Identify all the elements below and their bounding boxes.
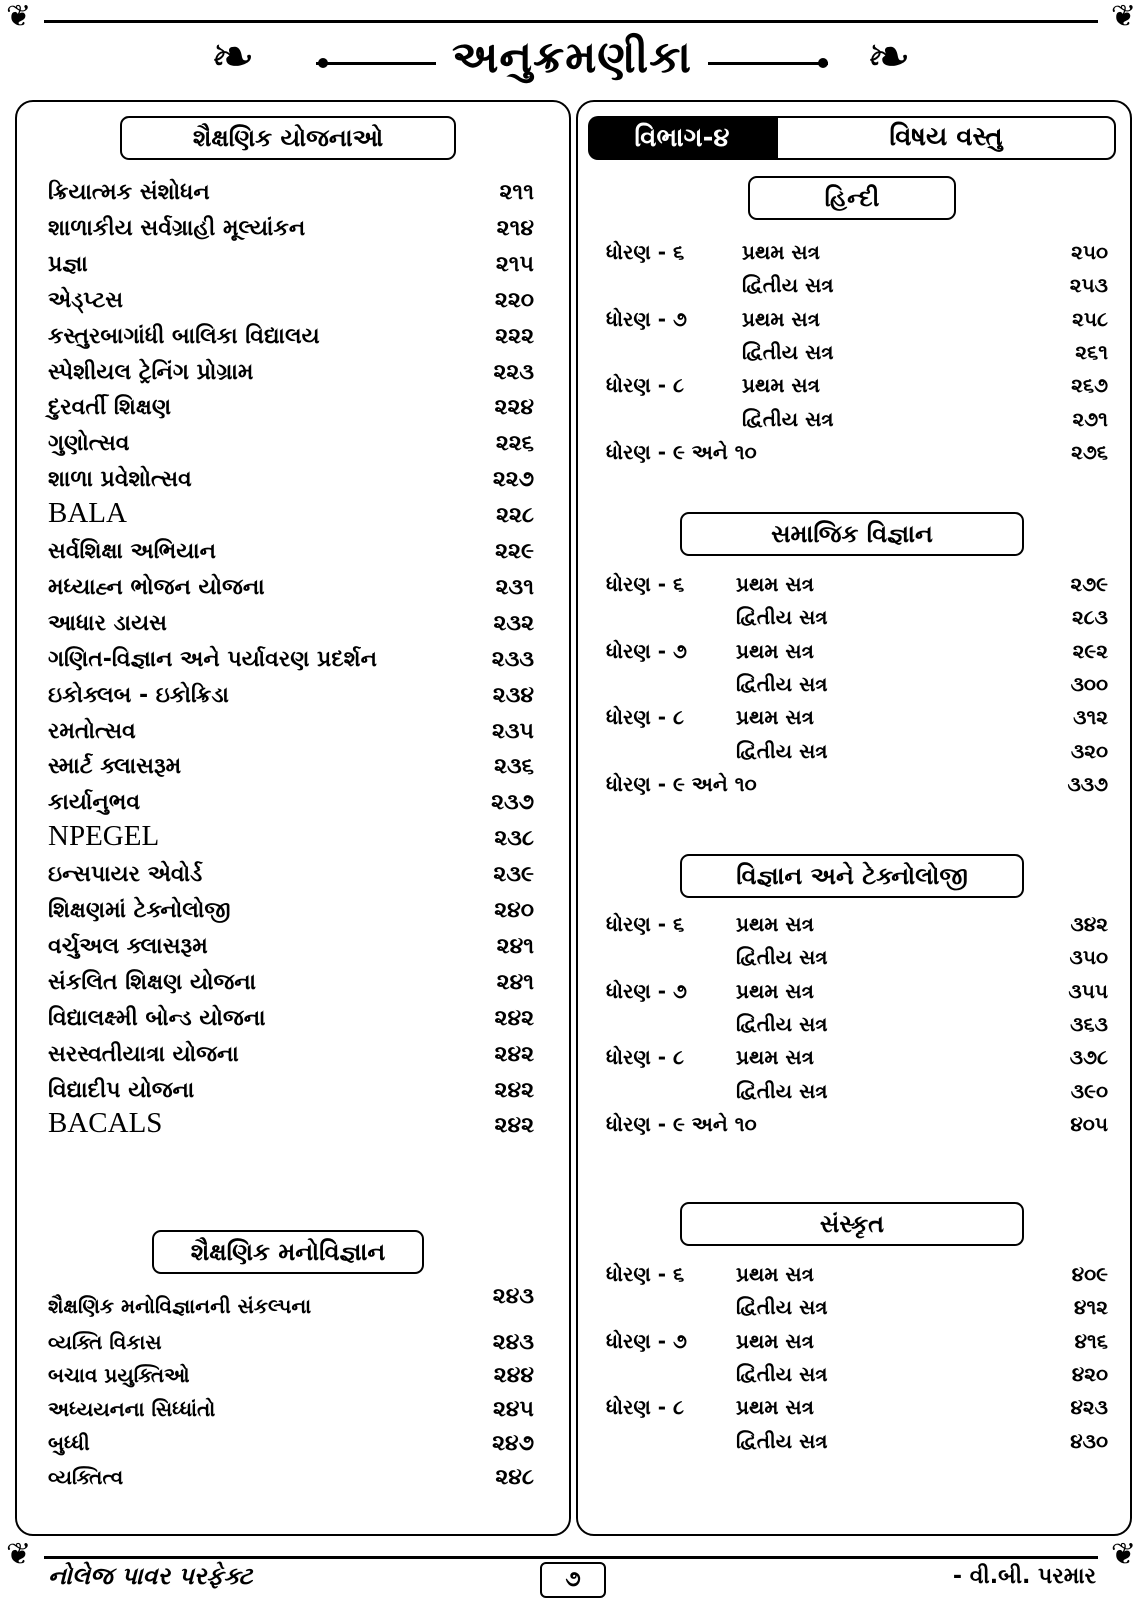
subject-row (606, 945, 1108, 975)
grade-label: ધોરણ - ૯ અને ૧૦ (606, 771, 757, 796)
entry-title: પ્રજ્ઞા (48, 251, 88, 277)
toc-entry (48, 647, 534, 672)
subject-row (606, 1362, 1108, 1392)
page-title-banner (0, 25, 1142, 100)
semester-label: પ્રથમ સત્ર (742, 373, 820, 398)
corner-ornament-icon: ❦ (6, 1537, 32, 1572)
semester-label: દ્વિતીય સત્ર (736, 1011, 828, 1036)
entry-page: ૨૪૧ (496, 933, 534, 959)
entry-page: ૨૮૩ (1071, 605, 1108, 630)
entry-page: ૨૭૧ (1072, 406, 1108, 431)
grade-label: ધોરણ - ૮ (606, 373, 685, 398)
page-title: અનુક્રમણીકા (451, 32, 693, 83)
entry-page: ૨૩૩ (491, 646, 534, 672)
subject-row (606, 307, 1108, 337)
subject-heading: સંસ્કૃત (680, 1202, 1024, 1246)
semester-label: પ્રથમ સત્ર (736, 912, 814, 936)
entry-title: વર્ચુઅલ ક્લાસરૂમ (48, 933, 208, 959)
entry-page: ૨૧૪ (496, 215, 534, 241)
subject-heading: હિન્દી (748, 176, 956, 220)
toc-entry (48, 467, 534, 492)
entry-title: રમતોત્સવ (48, 718, 136, 744)
footer-book-title: નોલેજ પાવર પરફેક્ટ (48, 1562, 253, 1590)
grade-label: ધોરણ - ૬ (606, 240, 685, 264)
entry-page: ૨૯૨ (1072, 638, 1108, 663)
toc-entry (48, 360, 534, 385)
toc-entry (48, 431, 534, 456)
entry-title: BACALS (48, 1107, 163, 1140)
toc-entry (48, 288, 534, 313)
entry-page: ૪૩૦ (1070, 1428, 1108, 1453)
entry-title: એડ્પ્ટસ (48, 287, 124, 313)
toc-entry (48, 790, 534, 815)
entry-page: ૨૬૧ (1075, 339, 1108, 364)
semester-label: પ્રથમ સત્ર (736, 572, 814, 596)
entry-page: ૨૨૨ (495, 323, 534, 349)
toc-entry (48, 683, 534, 708)
subject-row (606, 1395, 1108, 1425)
toc-entry (48, 820, 534, 853)
entry-title: ગુણોત્સવ (48, 431, 130, 457)
entry-page: ૨૧૧ (499, 180, 534, 205)
toc-entry (48, 1465, 534, 1490)
toc-entry (48, 1363, 534, 1388)
section-heading-educational-schemes: શૈક્ષણિક યોજનાઓ (120, 116, 456, 160)
corner-ornament-icon: ❦ (1110, 0, 1136, 34)
subject-row (606, 979, 1108, 1009)
flourish-icon: ❧ (866, 25, 912, 88)
entry-page: ૪૦૯ (1071, 1262, 1108, 1286)
entry-page: ૪૨૩ (1070, 1395, 1108, 1420)
entry-page: ૨૩૨ (493, 610, 534, 636)
entry-title: સર્વશિક્ષા અભિયાન (48, 539, 217, 564)
subject-row (606, 639, 1108, 669)
entry-page: ૩૫૦ (1069, 945, 1108, 970)
semester-label: દ્વિતીય સત્ર (736, 671, 828, 696)
page-number: ૭ (540, 1562, 606, 1598)
entry-title: દુરવર્તી શિક્ષણ (48, 395, 172, 421)
entry-title: સરસ્વતીયાત્રા યોજના (48, 1041, 239, 1067)
toc-entry (48, 611, 534, 636)
section-label: વિભાગ-૪ (588, 116, 776, 160)
entry-page: ૨૭૬ (1071, 439, 1108, 464)
entry-title: વિદ્યાલક્ષ્મી બોન્ડ યોજના (48, 1005, 266, 1031)
entry-page: ૨૪૩ (492, 1284, 534, 1309)
entry-title: અધ્યયનના સિધ્ધાંતો (48, 1397, 216, 1421)
semester-label: દ્વિતીય સત્ર (736, 1361, 828, 1386)
semester-label: પ્રથમ સત્ર (736, 638, 814, 663)
entry-title: BALA (48, 497, 127, 530)
entry-page: ૩૩૭ (1067, 771, 1108, 796)
toc-entry (48, 1397, 534, 1422)
entry-page: ૨૪૨ (494, 1077, 534, 1103)
title-rule (316, 62, 436, 65)
toc-entry (48, 970, 534, 995)
toc-entry (48, 216, 534, 241)
semester-label: પ્રથમ સત્ર (742, 240, 820, 264)
subject-row (606, 1045, 1108, 1075)
semester-label: દ્વિતીય સત્ર (736, 1078, 828, 1103)
entry-page: ૨૧૫ (495, 251, 534, 277)
toc-entry (48, 719, 534, 744)
entry-page: ૨૭૯ (1070, 572, 1108, 596)
section-heading-educational-psychology: શૈક્ષણિક મનોવિજ્ઞાન (152, 1230, 424, 1274)
entry-page: ૨૫૦ (1071, 240, 1108, 264)
entry-page: ૨૨૬ (495, 431, 534, 457)
entry-title: મધ્યાહ્ન ભોજન યોજના (48, 574, 265, 600)
left-panel (15, 100, 571, 1536)
corner-ornament-icon: ❦ (6, 0, 32, 34)
entry-page: ૨૫૩ (1069, 273, 1108, 298)
entry-page: ૨૨૩ (493, 359, 534, 385)
entry-page: ૪૨૦ (1071, 1361, 1108, 1386)
entry-title: સ્માર્ટ ક્લાસરૂમ (48, 754, 182, 780)
grade-label: ધોરણ - ૭ (606, 1328, 687, 1353)
entry-page: ૨૩૧ (495, 574, 534, 600)
semester-label: પ્રથમ સત્ર (736, 1395, 814, 1420)
grade-label: ધોરણ - ૯ અને ૧૦ (606, 1111, 757, 1136)
semester-label: દ્વિતીય સત્ર (742, 273, 834, 298)
entry-page: ૨૨૮ (496, 503, 534, 529)
subject-row (606, 605, 1108, 635)
entry-page: ૨૨૦ (494, 287, 534, 313)
subject-heading: વિજ્ઞાન અને ટેક્નોલોજી (680, 854, 1024, 898)
entry-page: ૨૪૨ (494, 1041, 534, 1067)
subject-row (606, 572, 1108, 602)
entry-page: ૨૨૯ (495, 539, 534, 564)
grade-label: ધોરણ - ૬ (606, 572, 685, 596)
entry-page: ૨૩૬ (494, 754, 534, 780)
entry-title: સંકલિત શિક્ષણ યોજના (48, 969, 257, 995)
entry-page: ૨૪૩ (492, 1330, 534, 1355)
semester-label: દ્વિતીય સત્ર (736, 945, 828, 970)
entry-page: ૨૨૭ (492, 467, 534, 493)
subject-row (606, 739, 1108, 769)
entry-page: ૩૯૦ (1070, 1078, 1108, 1103)
toc-entry (48, 180, 534, 205)
entry-page: ૩૦૦ (1070, 671, 1108, 696)
toc-entry (48, 934, 534, 959)
toc-entry (48, 1284, 534, 1318)
grade-label: ધોરણ - ૭ (606, 978, 687, 1003)
entry-page: ૨૩૭ (491, 790, 534, 816)
entry-page: ૩૫૫ (1068, 978, 1108, 1003)
entry-title: બચાવ પ્રયુક્તિઓ (48, 1363, 190, 1387)
footer-rule (44, 1556, 1098, 1559)
entry-page: ૨૪૨ (494, 1113, 534, 1139)
subject-row (606, 1329, 1108, 1359)
entry-page: ૨૪૪ (493, 1363, 534, 1388)
subject-row (606, 912, 1108, 942)
subject-row (606, 1262, 1108, 1292)
entry-page: ૨૩૪ (492, 682, 534, 708)
grade-label: ધોરણ - ૭ (606, 306, 687, 331)
semester-label: દ્વિતીય સત્ર (736, 605, 828, 630)
subject-row (606, 240, 1108, 270)
entry-page: ૨૪૨ (494, 1005, 534, 1031)
toc-entry (48, 395, 534, 420)
dot-icon (318, 58, 328, 68)
subject-row (606, 1012, 1108, 1042)
semester-label: દ્વિતીય સત્ર (736, 1295, 828, 1320)
semester-label: પ્રથમ સત્ર (742, 306, 820, 331)
entry-page: ૨૪૮ (495, 1465, 534, 1490)
toc-entry (48, 1431, 534, 1456)
entry-title: શિક્ષણમાં ટેક્નોલોજી (48, 898, 231, 923)
entry-page: ૨૪૧ (496, 969, 534, 995)
toc-entry (48, 1107, 534, 1140)
subject-row (606, 340, 1108, 370)
entry-page: ૩૪૨ (1070, 912, 1108, 936)
semester-label: દ્વિતીય સત્ર (736, 1428, 828, 1453)
entry-page: ૪૧૨ (1074, 1295, 1108, 1320)
entry-title: વ્યક્તિ વિકાસ (48, 1330, 162, 1354)
entry-title: વ્યક્તિત્વ (48, 1465, 124, 1489)
entry-title: શાળાકીય સર્વગ્રાહી મૂલ્યાંકન (48, 215, 306, 241)
entry-page: ૨૫૮ (1072, 306, 1108, 331)
toc-entry (48, 1330, 534, 1355)
corner-ornament-icon: ❦ (1110, 1537, 1136, 1572)
entry-title: શાળા પ્રવેશોત્સવ (48, 467, 192, 493)
subject-heading: સમાજિક વિજ્ઞાન (680, 512, 1024, 556)
entry-page: ૩૬૩ (1070, 1011, 1108, 1036)
entry-page: ૨૪૦ (494, 898, 534, 923)
entry-title: કાર્યાનુભવ (48, 790, 141, 816)
entry-title: કસ્તુરબાગાંધી બાલિકા વિદ્યાલય (48, 323, 320, 349)
toc-entry (48, 1078, 534, 1103)
toc-entry (48, 575, 534, 600)
entry-page: ૨૨૪ (494, 395, 534, 421)
subject-row (606, 1079, 1108, 1109)
entry-title: વિદ્યાદીપ યોજના (48, 1077, 195, 1103)
semester-label: દ્વિતીય સત્ર (742, 339, 834, 364)
top-rule (44, 20, 1098, 23)
toc-entry (48, 1042, 534, 1067)
grade-label: ધોરણ - ૭ (606, 638, 687, 663)
grade-label: ધોરણ - ૬ (606, 912, 685, 936)
entry-title: NPEGEL (48, 820, 160, 853)
semester-label: પ્રથમ સત્ર (736, 1262, 814, 1286)
subject-row (606, 672, 1108, 702)
entry-page: ૨૩૮ (494, 826, 534, 852)
entry-page: ૨૩૫ (491, 718, 534, 744)
semester-label: દ્વિતીય સત્ર (742, 406, 834, 431)
toc-entry (48, 497, 534, 530)
entry-title: સ્પેશીયલ ટ્રેનિંગ પ્રોગ્રામ (48, 359, 254, 385)
subject-row (606, 772, 1108, 802)
entry-page: ૩૧૨ (1073, 705, 1108, 730)
entry-page: ૪૦૫ (1070, 1111, 1108, 1136)
grade-label: ધોરણ - ૯ અને ૧૦ (606, 439, 757, 464)
subject-row (606, 1429, 1108, 1459)
subject-row (606, 373, 1108, 403)
entry-title: આધાર ડાયસ (48, 610, 167, 636)
title-rule (708, 62, 828, 65)
subject-row (606, 273, 1108, 303)
entry-page: ૨૬૭ (1071, 373, 1108, 398)
entry-page: ૩૭૮ (1069, 1045, 1108, 1070)
toc-entry (48, 754, 534, 779)
entry-page: ૩૨૦ (1070, 738, 1108, 763)
grade-label: ધોરણ - ૮ (606, 1395, 685, 1420)
entry-page: ૨૪૫ (492, 1397, 534, 1422)
toc-entry (48, 898, 534, 923)
entry-title: બુધ્ધી (48, 1431, 90, 1455)
subject-row (606, 705, 1108, 735)
grade-label: ધોરણ - ૮ (606, 705, 685, 730)
subject-row (606, 407, 1108, 437)
semester-label: પ્રથમ સત્ર (736, 1045, 814, 1070)
toc-entry (48, 539, 534, 564)
semester-label: દ્વિતીય સત્ર (736, 738, 828, 763)
entry-title: શૈક્ષણિક મનોવિજ્ઞાનની સંકલ્પના (48, 1294, 312, 1318)
entry-title: ઇકોક્લબ - ઇકોક્રિડા (48, 682, 229, 708)
entry-page: ૨૩૯ (493, 862, 534, 888)
entry-page: ૨૪૭ (492, 1431, 534, 1456)
toc-entry (48, 862, 534, 887)
entry-title: ક્રિયાત્મક સંશોધન (48, 180, 210, 205)
dot-icon (818, 58, 828, 68)
footer-author: - વી.બી. પરમાર (952, 1564, 1096, 1589)
entry-title: ગણિત-વિજ્ઞાન અને પર્યાવરણ પ્રદર્શન (48, 646, 377, 672)
semester-label: પ્રથમ સત્ર (736, 1328, 814, 1353)
entry-page: ૪૧૬ (1074, 1328, 1108, 1353)
grade-label: ધોરણ - ૬ (606, 1262, 685, 1286)
semester-label: પ્રથમ સત્ર (736, 705, 814, 730)
semester-label: પ્રથમ સત્ર (736, 978, 814, 1003)
flourish-icon: ❧ (210, 25, 256, 88)
toc-entry (48, 324, 534, 349)
subject-row (606, 440, 1108, 470)
toc-entry (48, 252, 534, 277)
grade-label: ધોરણ - ૮ (606, 1045, 685, 1070)
subject-matter-label: વિષય વસ્તુ (776, 116, 1116, 160)
entry-title: ઇન્સપાયર એવોર્ડ (48, 862, 203, 888)
subject-row (606, 1295, 1108, 1325)
subject-row (606, 1112, 1108, 1142)
toc-entry (48, 1006, 534, 1031)
